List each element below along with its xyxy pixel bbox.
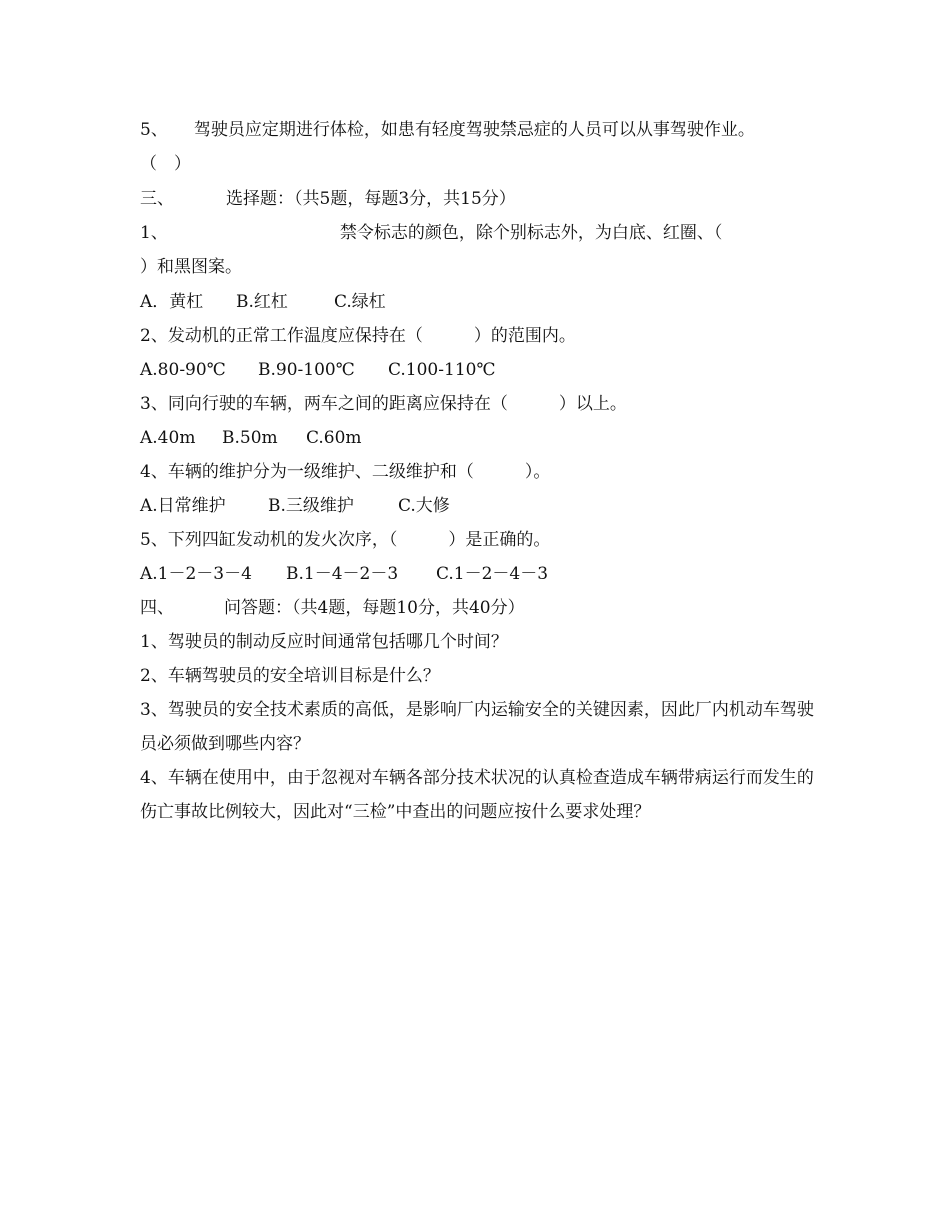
mcq-2-options bbox=[140, 358, 820, 382]
mcq-1-text: 禁令标志的颜色，除个别标志外，为白底、红圈、（ bbox=[339, 223, 723, 243]
mcq-5-option-c: C.1－2－4－3 bbox=[436, 564, 549, 584]
mcq-5-option-b: B.1－4－2－3 bbox=[286, 564, 399, 584]
mcq-4-options bbox=[140, 494, 820, 518]
section3-heading-text: 选择题：（共5题，每题3分，共15分） bbox=[226, 189, 516, 209]
mcq-2-option-c: C.100-110℃ bbox=[388, 360, 496, 380]
mcq-1-options bbox=[140, 290, 820, 314]
section4-heading-text: 问答题：（共4题，每题10分，共40分） bbox=[224, 598, 525, 618]
section3-heading-number: 三、 bbox=[140, 189, 174, 209]
mcq-1-stem bbox=[140, 221, 820, 245]
judgment-q5-text: 驾驶员应定期进行体检，如患有轻度驾驶禁忌症的人员可以从事驾驶作业。 bbox=[193, 120, 755, 140]
section4-heading-number: 四、 bbox=[140, 598, 174, 618]
mcq-1-stem-cont: ）和黑图案。 bbox=[140, 257, 242, 277]
mcq-1-option-c: C.绿杠 bbox=[334, 292, 386, 312]
essay-q1: 1、驾驶员的制动反应时间通常包括哪几个时间？ bbox=[140, 632, 508, 652]
mcq-3-stem: 3、同向行驶的车辆，两车之间的距离应保持在（ ）以上。 bbox=[140, 394, 627, 414]
section4-heading bbox=[140, 596, 820, 620]
mcq-3-option-c: C.60m bbox=[306, 428, 362, 448]
mcq-3-option-a: A.40m bbox=[140, 428, 196, 448]
mcq-5-option-a: A.1－2－3－4 bbox=[140, 564, 252, 584]
mcq-4-option-a: A.日常维护 bbox=[140, 496, 226, 516]
mcq-4-option-b: B.三级维护 bbox=[268, 496, 354, 516]
mcq-5-stem: 5、下列四缸发动机的发火次序，（ ）是正确的。 bbox=[140, 530, 551, 550]
essay-q4: 4、车辆在使用中，由于忽视对车辆各部分技术状况的认真检查造成车辆带病运行而发生的伤亡事故比例较大，因此对“三检”中查出的问题应按什么要求处理？ bbox=[140, 768, 814, 822]
mcq-2-option-a: A.80-90℃ bbox=[140, 360, 226, 380]
mcq-1-number: 1、 bbox=[140, 223, 168, 243]
mcq-1-option-a: A．黄杠 bbox=[140, 292, 204, 312]
mcq-1-option-b: B.红杠 bbox=[236, 292, 288, 312]
mcq-5-options bbox=[140, 562, 820, 586]
judgment-q5 bbox=[140, 118, 820, 142]
mcq-3-option-b: B.50m bbox=[222, 428, 278, 448]
section3-heading bbox=[140, 187, 820, 211]
mcq-4-option-c: C.大修 bbox=[398, 496, 450, 516]
mcq-2-option-b: B.90-100℃ bbox=[258, 360, 355, 380]
mcq-2-stem: 2、发动机的正常工作温度应保持在（ ）的范围内。 bbox=[140, 326, 576, 346]
judgment-q5-number: 5、 bbox=[140, 120, 168, 140]
essay-q2: 2、车辆驾驶员的安全培训目标是什么？ bbox=[140, 666, 440, 686]
mcq-3-options bbox=[140, 426, 820, 450]
mcq-4-stem: 4、车辆的维护分为一级维护、二级维护和（ ）。 bbox=[140, 462, 551, 482]
essay-q3: 3、驾驶员的安全技术素质的高低，是影响厂内运输安全的关键因素，因此厂内机动车驾驶员必须做到哪些内容？ bbox=[140, 700, 814, 754]
judgment-q5-blank: （ ） bbox=[140, 154, 191, 174]
